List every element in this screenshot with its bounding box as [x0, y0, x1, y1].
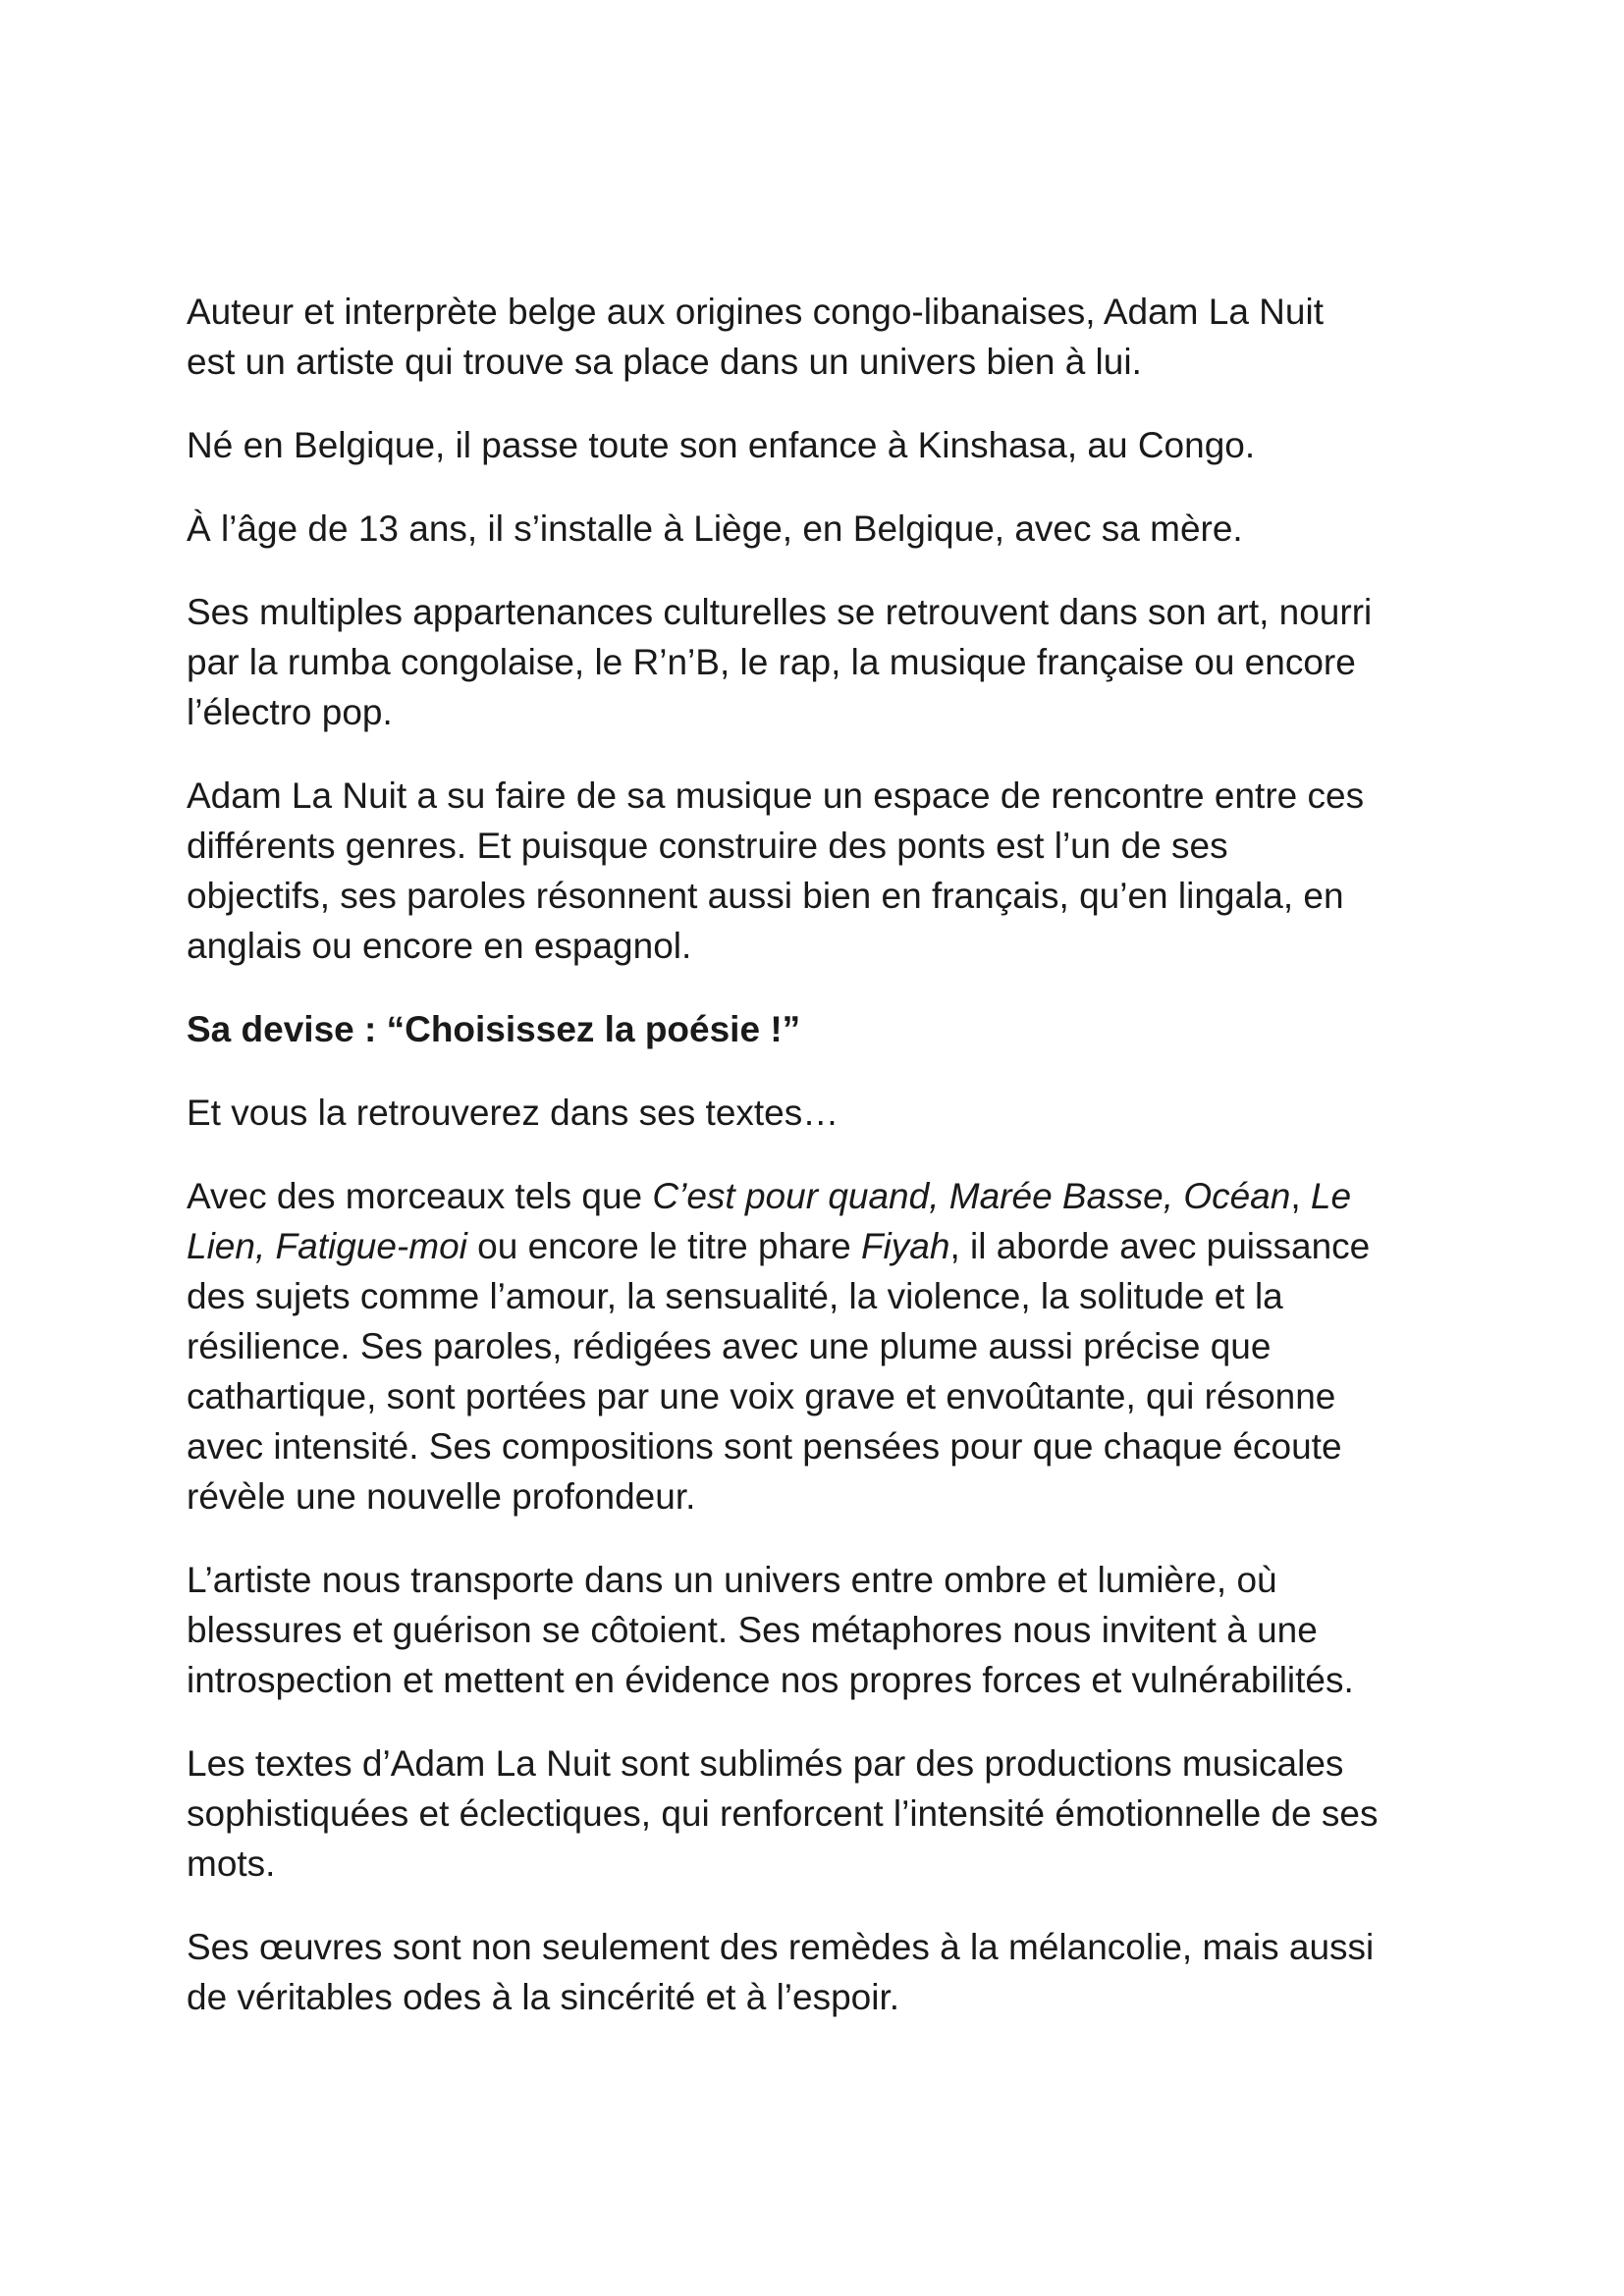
text-line	[187, 1221, 1463, 1271]
paragraph-birth	[187, 420, 1463, 470]
text-line: introspection et mettent en évidence nos propres forces et vulnérabilités.	[187, 1660, 1354, 1700]
text-line: Adam La Nuit a su faire de sa musique un espace de rencontre entre ces	[187, 775, 1365, 816]
text-line: avec intensité. Ses compositions sont pensées pour que chaque écoute	[187, 1426, 1342, 1467]
text-line: mots.	[187, 1843, 276, 1884]
paragraph-universe	[187, 1555, 1463, 1705]
text-line: résilience. Ses paroles, rédigées avec une plume aussi précise que	[187, 1326, 1272, 1366]
text-line: objectifs, ses paroles résonnent aussi bien en français, qu’en lingala, en	[187, 876, 1344, 916]
document-body	[187, 287, 1463, 2056]
paragraph-productions	[187, 1738, 1463, 1889]
text-line: Ses multiples appartenances culturelles se retrouvent dans son art, nourri	[187, 592, 1373, 632]
text-line: Né en Belgique, il passe toute son enfance à Kinshasa, au Congo.	[187, 425, 1256, 465]
paragraph-conclusion	[187, 1922, 1463, 2022]
text-line: anglais ou encore en espagnol.	[187, 926, 692, 966]
text-line: est un artiste qui trouve sa place dans un univers bien à lui.	[187, 342, 1142, 382]
text-line: cathartique, sont portées par une voix grave et envoûtante, qui résonne	[187, 1376, 1336, 1416]
text-line: sophistiquées et éclectiques, qui renforcent l’intensité émotionnelle de ses	[187, 1793, 1379, 1834]
text-line: À l’âge de 13 ans, il s’installe à Liège, en Belgique, avec sa mère.	[187, 508, 1243, 549]
paragraph-liege	[187, 504, 1463, 554]
text-line: révèle une nouvelle profondeur.	[187, 1476, 696, 1517]
text-line: Et vous la retrouverez dans ses textes…	[187, 1093, 839, 1133]
text-line: l’électro pop.	[187, 692, 393, 732]
text-line: des sujets comme l’amour, la sensualité, la violence, la solitude et la	[187, 1276, 1283, 1316]
text-run: Avec des morceaux tels que	[187, 1176, 653, 1216]
song-title: Le	[1310, 1176, 1352, 1216]
text-line: de véritables odes à la sincérité et à l’espoir.	[187, 1977, 900, 2017]
text-line: blessures et guérison se côtoient. Ses métaphores nous invitent à une	[187, 1610, 1318, 1650]
paragraph-intro	[187, 287, 1463, 387]
text-line	[187, 1171, 1463, 1221]
text-run: ou encore le titre phare	[466, 1226, 861, 1266]
text-run: ,	[1290, 1176, 1311, 1216]
text-line: Ses œuvres sont non seulement des remèdes à la mélancolie, mais aussi	[187, 1927, 1375, 1967]
motto-text: Sa devise : “Choisissez la poésie !”	[187, 1009, 801, 1049]
text-line: Les textes d’Adam La Nuit sont sublimés par des productions musicales	[187, 1743, 1344, 1784]
paragraph-influences	[187, 587, 1463, 737]
text-line: différents genres. Et puisque construire des ponts est l’un de ses	[187, 826, 1228, 866]
text-line: Auteur et interprète belge aux origines congo-libanaises, Adam La Nuit	[187, 292, 1324, 332]
motto-heading	[187, 1004, 1463, 1054]
paragraph-songs	[187, 1171, 1463, 1522]
paragraph-genres	[187, 771, 1463, 971]
paragraph-texts	[187, 1088, 1463, 1138]
song-titles: Lien, Fatigue-moi	[187, 1226, 467, 1266]
text-run: , il aborde avec puissance	[949, 1226, 1371, 1266]
text-line: L’artiste nous transporte dans un univers entre ombre et lumière, où	[187, 1560, 1277, 1600]
text-line: par la rumba congolaise, le R’n’B, le rap, la musique française ou encore	[187, 642, 1356, 682]
song-title-fiyah: Fiyah	[860, 1226, 950, 1266]
song-titles: C’est pour quand, Marée Basse, Océan	[652, 1176, 1291, 1216]
